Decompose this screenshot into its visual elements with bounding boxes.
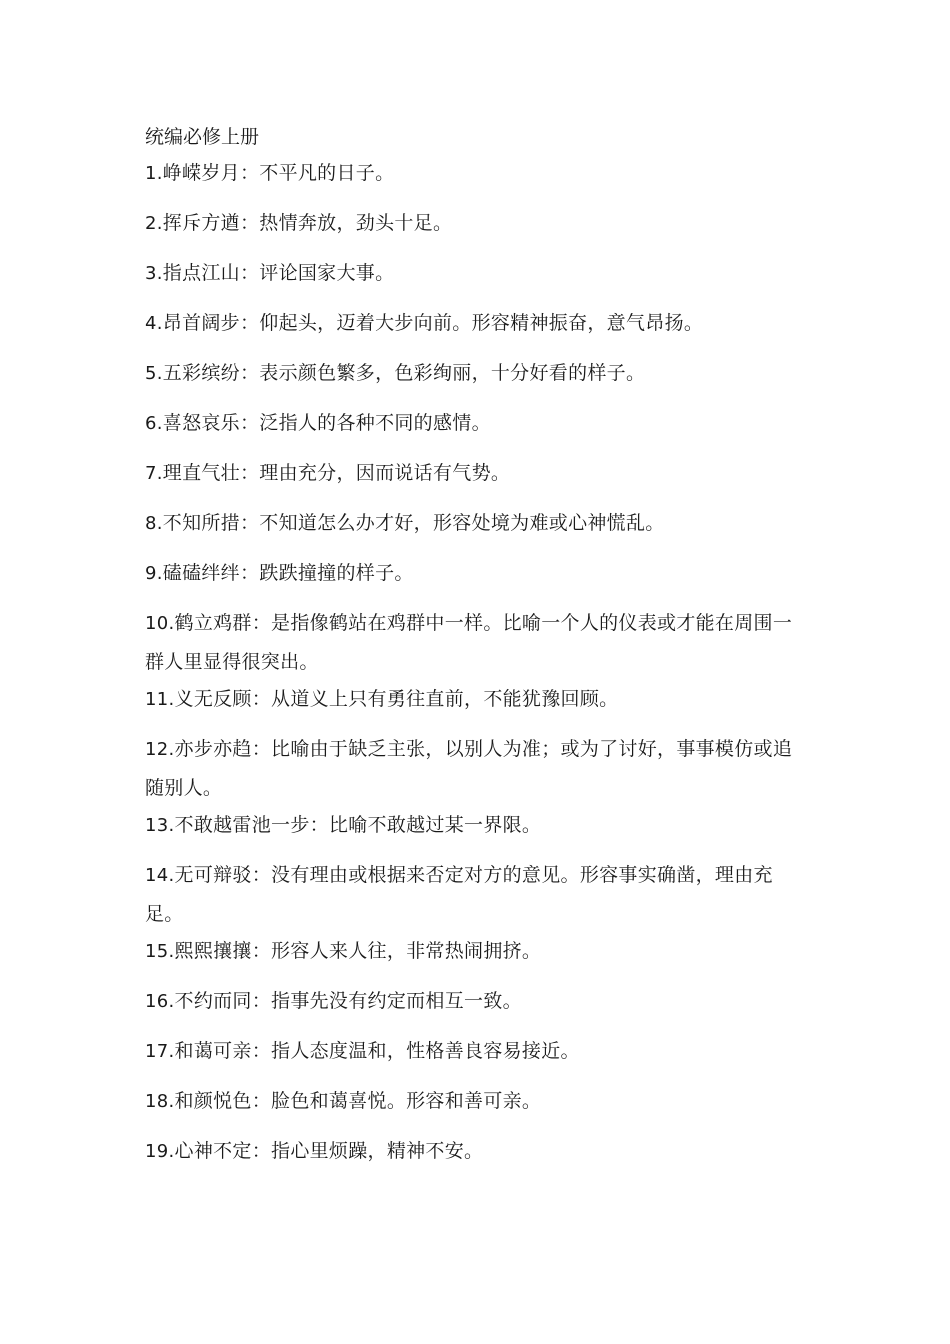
item-number: 12. — [145, 739, 175, 760]
list-item — [145, 504, 805, 554]
item-text: 峥嵘岁月：不平凡的日子。 — [162, 162, 395, 184]
item-text: 无可辩驳：没有理由或根据来否定对方的意见。形容事实确凿，理由充足。 — [145, 864, 773, 925]
document-page — [145, 122, 805, 1182]
item-number: 13. — [145, 815, 175, 836]
item-text: 心神不定：指心里烦躁，精神不安。 — [174, 1140, 484, 1162]
item-text: 指点江山：评论国家大事。 — [162, 262, 395, 284]
list-item — [145, 454, 805, 504]
item-number: 16. — [145, 991, 175, 1012]
list-item — [145, 204, 805, 254]
list-item — [145, 1132, 805, 1182]
item-number: 9. — [145, 563, 163, 584]
list-item — [145, 856, 805, 932]
item-number: 5. — [145, 363, 163, 384]
item-number: 18. — [145, 1091, 175, 1112]
list-item — [145, 932, 805, 982]
item-text: 熙熙攘攘：形容人来人往，非常热闹拥挤。 — [174, 940, 542, 962]
item-number: 15. — [145, 941, 175, 962]
item-text: 亦步亦趋：比喻由于缺乏主张，以别人为准；或为了讨好，事事模仿或追随别人。 — [145, 738, 793, 799]
item-text: 和颜悦色：脸色和蔼喜悦。形容和善可亲。 — [174, 1090, 542, 1112]
list-item — [145, 254, 805, 304]
item-text: 五彩缤纷：表示颜色繁多，色彩绚丽，十分好看的样子。 — [162, 362, 646, 384]
list-item — [145, 730, 805, 806]
list-item — [145, 354, 805, 404]
list-item — [145, 806, 805, 856]
item-text: 理直气壮：理由充分，因而说话有气势。 — [162, 462, 511, 484]
list-item — [145, 304, 805, 354]
list-item — [145, 404, 805, 454]
item-number: 11. — [145, 689, 175, 710]
item-number: 2. — [145, 213, 163, 234]
list-item — [145, 680, 805, 730]
item-text: 磕磕绊绊：跌跌撞撞的样子。 — [162, 562, 414, 584]
list-item — [145, 604, 805, 680]
item-number: 1. — [145, 163, 163, 184]
item-number: 10. — [145, 613, 175, 634]
item-text: 鹤立鸡群：是指像鹤站在鸡群中一样。比喻一个人的仪表或才能在周围一群人里显得很突出。 — [145, 612, 793, 673]
item-text: 不约而同：指事先没有约定而相互一致。 — [174, 990, 522, 1012]
item-text: 义无反顾：从道义上只有勇往直前，不能犹豫回顾。 — [174, 688, 619, 710]
item-number: 17. — [145, 1041, 175, 1062]
item-text: 不知所措：不知道怎么办才好，形容处境为难或心神慌乱。 — [162, 512, 665, 534]
list-item — [145, 982, 805, 1032]
item-number: 3. — [145, 263, 163, 284]
item-text: 挥斥方遒：热情奔放，劲头十足。 — [162, 212, 453, 234]
list-item — [145, 1082, 805, 1132]
item-number: 19. — [145, 1141, 175, 1162]
item-number: 8. — [145, 513, 163, 534]
list-item — [145, 554, 805, 604]
item-number: 6. — [145, 413, 163, 434]
item-number: 14. — [145, 865, 175, 886]
item-number: 7. — [145, 463, 163, 484]
item-text: 和蔼可亲：指人态度温和，性格善良容易接近。 — [174, 1040, 580, 1062]
document-title: 统编必修上册 — [145, 126, 260, 148]
list-item — [145, 154, 805, 204]
item-text: 不敢越雷池一步：比喻不敢越过某一界限。 — [174, 814, 542, 836]
list-item — [145, 1032, 805, 1082]
item-number: 4. — [145, 313, 163, 334]
item-text: 昂首阔步：仰起头，迈着大步向前。形容精神振奋，意气昂扬。 — [162, 312, 704, 334]
item-text: 喜怒哀乐：泛指人的各种不同的感情。 — [162, 412, 491, 434]
